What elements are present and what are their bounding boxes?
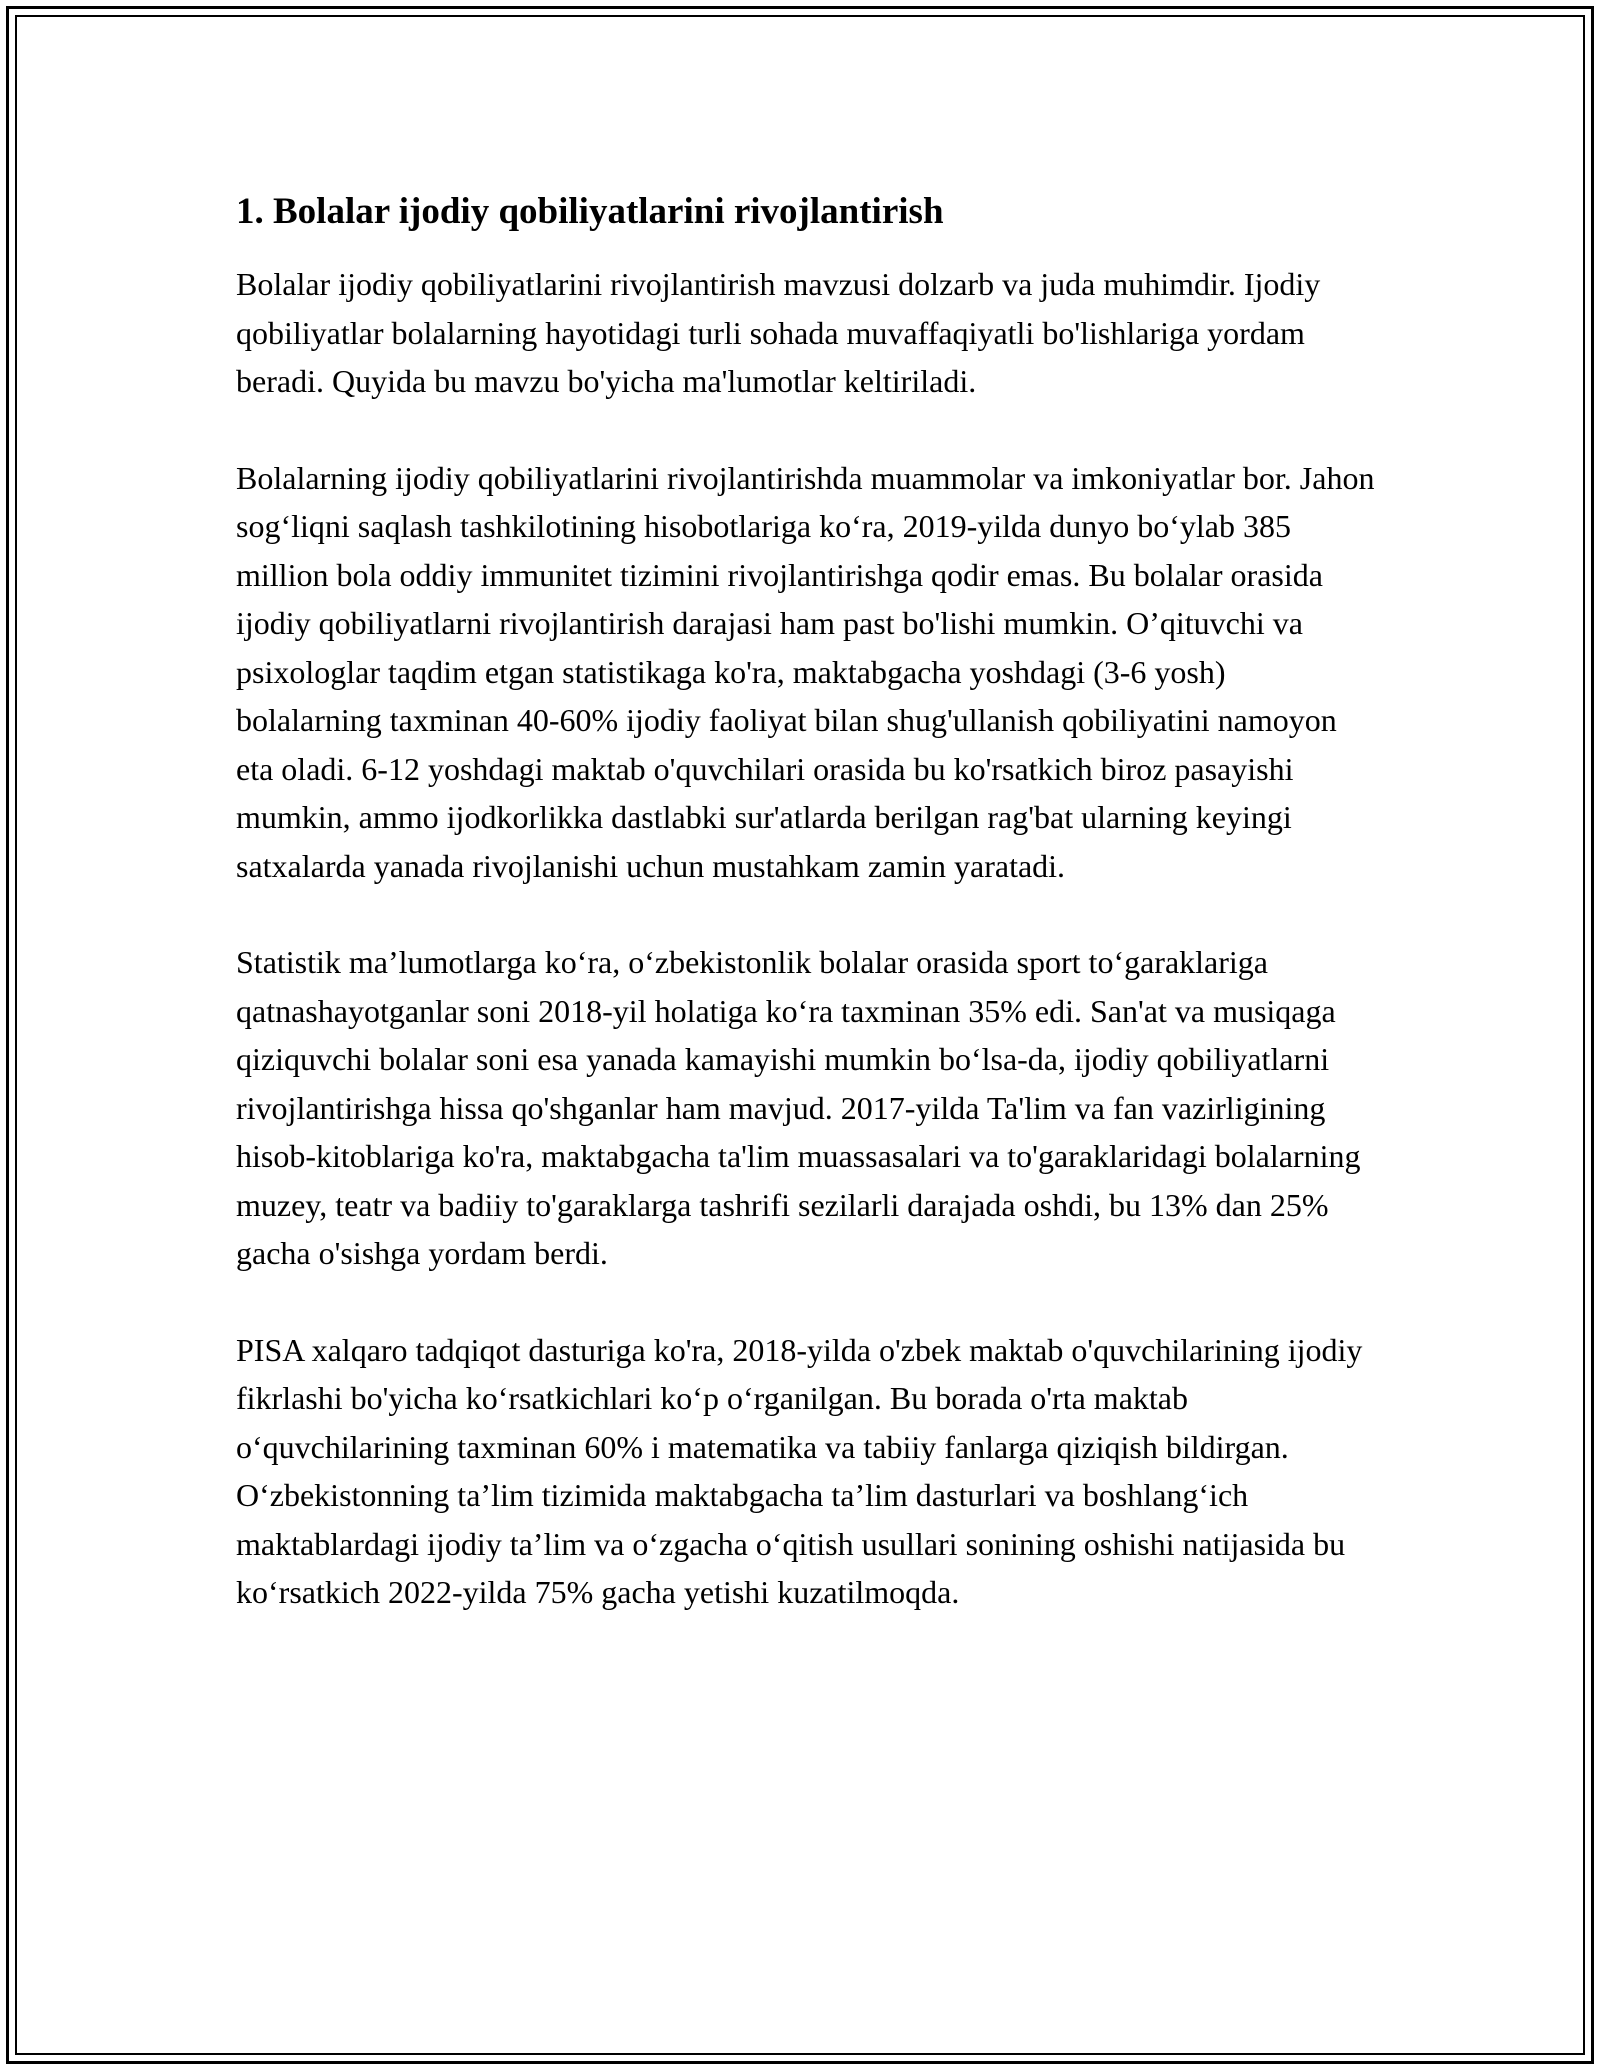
paragraph-statistics: Statistik ma’lumotlarga ko‘ra, o‘zbekistonlik bolalar orasida sport to‘garaklariga qatnashayotganlar soni 2018-yil holatiga ko‘ra taxminan 35% edi. San'at va musiqaga qiziquvchi bolalar soni esa yanada kamayishi mumkin bo‘lsa-da, ijodiy qobiliyatlarni rivojlantirishga hissa qo'shganlar ham mavjud. 2017-yilda Ta'lim va fan vazirligining hisob-kitoblariga ko'ra, maktabgacha ta'lim muassasalari va to'garaklaridagi bolalarning muzey, teatr va badiiy to'garaklarga tashrifi sezilarli darajada oshdi, bu 13% dan 25% gacha o'sishga yordam berdi. bbox=[236, 944, 1361, 1271]
document-title: 1. Bolalar ijodiy qobiliyatlarini rivojlantirish bbox=[236, 191, 944, 232]
document-body bbox=[236, 186, 1376, 1665]
paragraph-intro: Bolalar ijodiy qobiliyatlarini rivojlantirish mavzusi dolzarb va juda muhimdir. Ijodiy qobiliyatlar bolalarning hayotidagi turli sohada muvaffaqiyatli bo'lishlariga yordam beradi. Quyida bu mavzu bo'yicha ma'lumotlar keltiriladi. bbox=[236, 266, 1321, 399]
paragraph-problems-opportunities: Bolalarning ijodiy qobiliyatlarini rivojlantirishda muammolar va imkoniyatlar bor. Jahon sog‘liqni saqlash tashkilotining hisobotlariga ko‘ra, 2019-yilda dunyo bo‘ylab 385 million bola oddiy immunitet tizimini rivojlantirishga qodir emas. Bu bolalar orasida ijodiy qobiliyatlarni rivojlantirish darajasi ham past bo'lishi mumkin. O’qituvchi va psixologlar taqdim etgan statistikaga ko'ra, maktabgacha yoshdagi (3-6 yosh) bolalarning taxminan 40-60% ijodiy faoliyat bilan shug'ullanish qobiliyatini namoyon eta oladi. 6-12 yoshdagi maktab o'quvchilari orasida bu ko'rsatkich biroz pasayishi mumkin, ammo ijodkorlikka dastlabki sur'atlarda berilgan rag'bat ularning keyingi satxalarda yanada rivojlanishi uchun mustahkam zamin yaratadi. bbox=[236, 459, 1375, 884]
paragraph-pisa: PISA xalqaro tadqiqot dasturiga ko'ra, 2018-yilda o'zbek maktab o'quvchilarining ijodiy fikrlashi bo'yicha ko‘rsatkichlari ko‘p o‘rganilgan. Bu borada o'rta maktab o‘quvchilarining taxminan 60% i matematika va tabiiy fanlarga qiziqish bildirgan. O‘zbekistonning ta’lim tizimida maktabgacha ta’lim dasturlari va boshlang‘ich maktablardagi ijodiy ta’lim va o‘zgacha o‘qitish usullari sonining oshishi natijasida bu ko‘rsatkich 2022-yilda 75% gacha yetishi kuzatilmoqda. bbox=[236, 1331, 1363, 1610]
